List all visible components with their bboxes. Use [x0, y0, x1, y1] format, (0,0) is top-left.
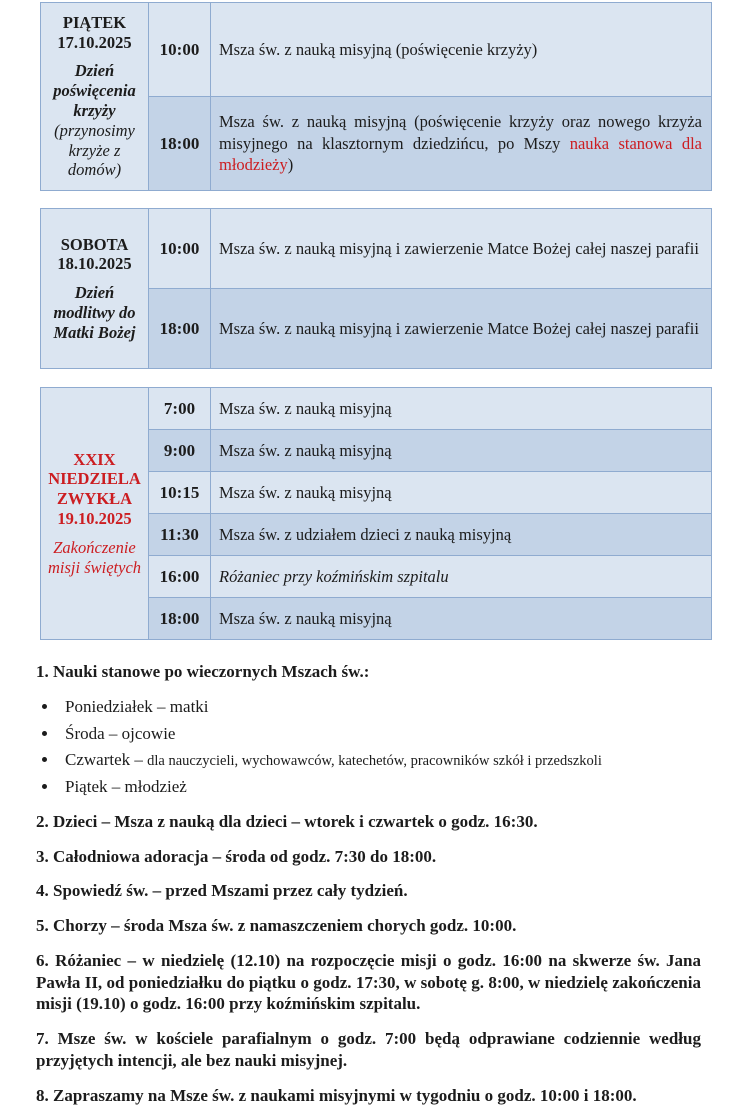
mission-schedule-document	[0, 2, 733, 1026]
bullet-item	[59, 696, 701, 718]
bullet-text: Czwartek –	[65, 750, 147, 769]
description-highlight-red: nauka stanowa dla młodzieży	[219, 134, 702, 174]
day-subtitle: Dzień poświęcenia krzyży	[44, 61, 145, 120]
bullet-item	[59, 749, 701, 771]
time-cell: 10:00	[149, 3, 211, 97]
bullet-text: Piątek – młodzież	[65, 777, 187, 796]
table-row	[41, 388, 712, 430]
mass-description: Msza św. z nauką misyjną	[211, 430, 712, 472]
day-note: (przynosimy krzyże z domów)	[44, 121, 145, 180]
time-cell: 18:00	[149, 97, 211, 191]
notes-section	[36, 661, 701, 1106]
time-cell: 18:00	[149, 289, 211, 369]
note-paragraph-5: 5. Chorzy – środa Msza św. z namaszczeniem chorych godz. 10:00.	[36, 915, 701, 937]
time-cell: 11:30	[149, 514, 211, 556]
day-subtitle: Dzień modlitwy do Matki Bożej	[44, 283, 145, 342]
note-paragraph-4: 4. Spowiedź św. – przed Mszami przez cały tydzień.	[36, 880, 701, 902]
rosary-description: Różaniec przy koźmińskim szpitalu	[211, 556, 712, 598]
note-paragraph-3: 3. Całodniowa adoracja – środa od godz. 7:30 do 18:00.	[36, 846, 701, 868]
time-cell: 7:00	[149, 388, 211, 430]
note-paragraph-1: 1. Nauki stanowe po wieczornych Mszach św.:	[36, 661, 701, 683]
day-cell-saturday	[41, 209, 149, 369]
bullet-item	[59, 723, 701, 745]
time-cell: 9:00	[149, 430, 211, 472]
time-cell: 10:15	[149, 472, 211, 514]
day-date: XXIX NIEDZIELA ZWYKŁA 19.10.2025	[44, 450, 145, 529]
description-text: Msza św. z nauką misyjną (poświęcenie krzyży oraz nowego krzyża misyjnego na klasztornym dziedzińcu, po Mszy	[219, 112, 702, 152]
day-cell-friday	[41, 3, 149, 191]
mass-description: Msza św. z nauką misyjną (poświęcenie krzyży)	[211, 3, 712, 97]
mass-description: Msza św. z nauką misyjną i zawierzenie Matce Bożej całej naszej parafii	[211, 209, 712, 289]
note-paragraph-7: 7. Msze św. w kościele parafialnym o godz. 7:00 będą odprawiane codziennie według przyjętych intencji, ale bez nauki misyjnej.	[36, 1028, 701, 1072]
bullet-text-small: dla nauczycieli, wychowawców, katechetów, pracowników szkół i przedszkoli	[147, 753, 602, 769]
day-date: PIĄTEK 17.10.2025	[44, 13, 145, 53]
weekday-bullet-list	[36, 696, 701, 798]
note-paragraph-8: 8. Zapraszamy na Msze św. z naukami misyjnymi w tygodniu o godz. 10:00 i 18:00.	[36, 1085, 701, 1106]
schedule-table-friday	[40, 2, 712, 191]
mass-description: Msza św. z nauką misyjną i zawierzenie Matce Bożej całej naszej parafii	[211, 289, 712, 369]
time-cell: 10:00	[149, 209, 211, 289]
bullet-text: Poniedziałek – matki	[65, 697, 209, 716]
description-text: )	[288, 155, 294, 174]
mass-description: Msza św. z udziałem dzieci z nauką misyjną	[211, 514, 712, 556]
table-row	[41, 209, 712, 289]
day-date: SOBOTA 18.10.2025	[44, 235, 145, 275]
time-cell: 16:00	[149, 556, 211, 598]
mass-description: Msza św. z nauką misyjną	[211, 598, 712, 640]
table-row	[41, 3, 712, 97]
note-paragraph-6: 6. Różaniec – w niedzielę (12.10) na rozpoczęcie misji o godz. 16:00 na skwerze św. Jana Pawła II, od poniedziałku do piątku o godz. 17:30, w sobotę g. 8:00, w niedzielę zakończenia misji (19.10) o godz. 16:00 przy koźmińskim szpitalu.	[36, 950, 701, 1015]
mass-description: Msza św. z nauką misyjną	[211, 388, 712, 430]
note-paragraph-2: 2. Dzieci – Msza z nauką dla dzieci – wtorek i czwartek o godz. 16:30.	[36, 811, 701, 833]
schedule-table-sunday	[40, 387, 712, 640]
time-cell: 18:00	[149, 598, 211, 640]
day-cell-sunday	[41, 388, 149, 640]
mass-description	[211, 97, 712, 191]
bullet-text: Środa – ojcowie	[65, 724, 175, 743]
bullet-item	[59, 776, 701, 798]
day-subtitle: Zakończenie misji świętych	[44, 538, 145, 578]
schedule-table-saturday	[40, 208, 712, 369]
mass-description: Msza św. z nauką misyjną	[211, 472, 712, 514]
